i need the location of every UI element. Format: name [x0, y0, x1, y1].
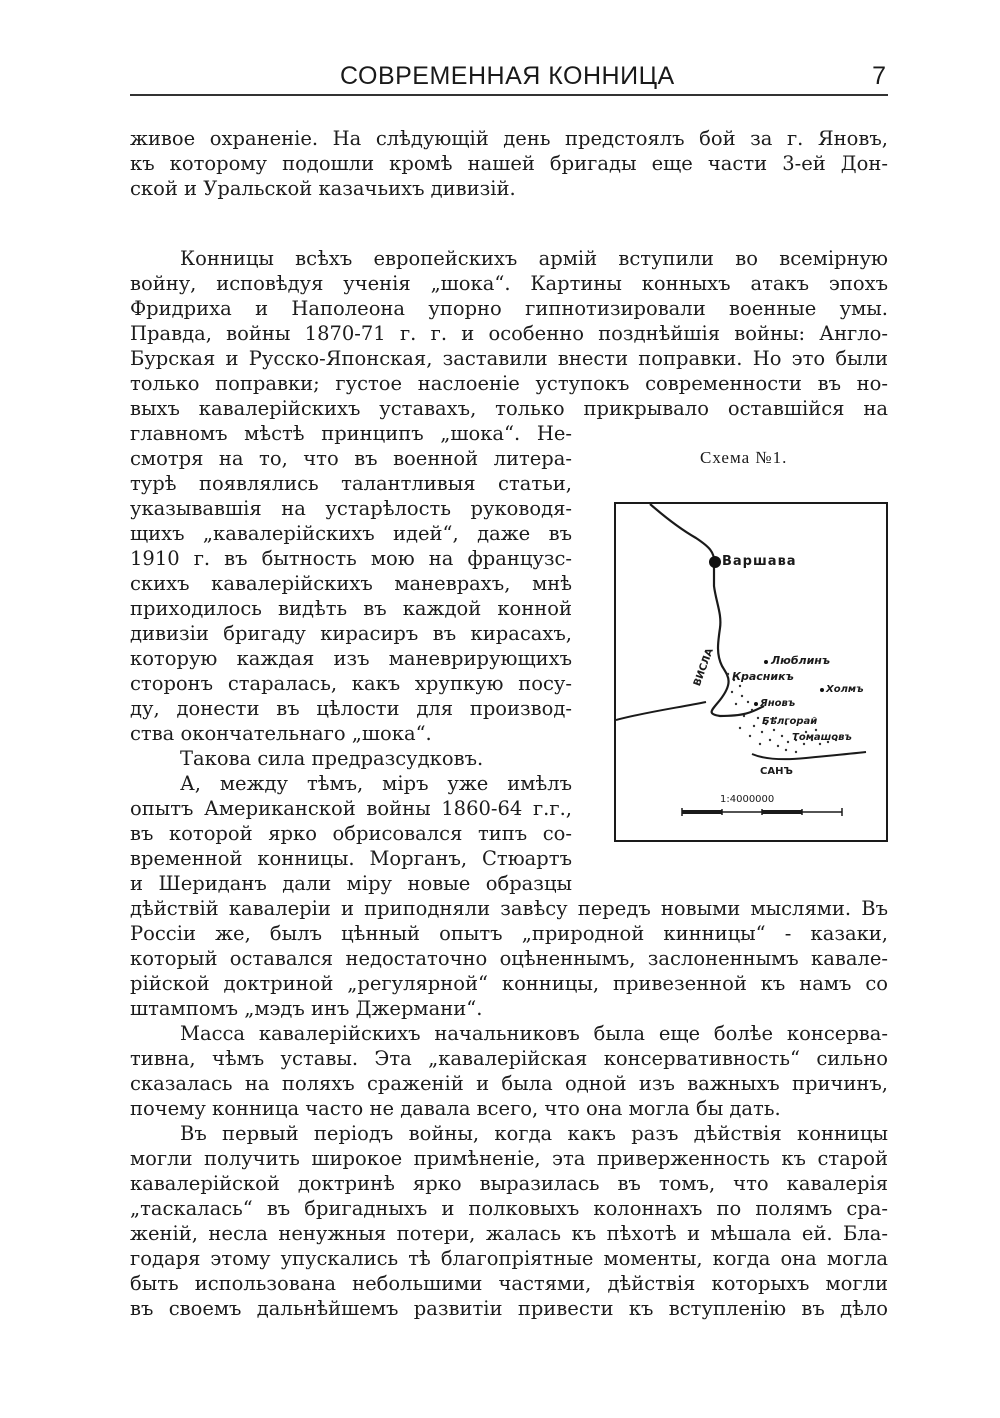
warsaw-marker: [709, 556, 721, 568]
text-line: опытъ Американской войны 1860-64 г.г.,: [130, 797, 572, 820]
text-line: Фридриха и Наполеона упорно гипнотизировали военные умы.: [130, 297, 888, 320]
text-line: кавалерійской доктринѣ ярко выразилась въ томъ, что кавалерія: [130, 1172, 888, 1195]
text-line: „таскалась“ въ бригадныхъ и полковыхъ колоннахъ по полямъ сра-: [130, 1197, 888, 1220]
page-header: [130, 62, 888, 98]
text-line: ской и Уральской казачьихъ дивизій.: [130, 177, 516, 200]
text-line: указывавшія на устарѣлость руководя-: [130, 497, 572, 520]
map-label-yanov: Яновъ: [760, 698, 796, 709]
text-line: выхъ кавалерійскихъ уставахъ, только прикрывало оставшійся на: [130, 397, 888, 420]
text-line: сказалась на поляхъ сраженій и была одной изъ важныхъ причинъ,: [130, 1072, 888, 1095]
text-line: штампомъ „мэдъ инъ Джермани“.: [130, 997, 483, 1020]
text-line: турѣ появлялись талантливыя статьи,: [130, 472, 572, 495]
text-line: скихъ кавалерійскихъ маневрахъ, мнѣ: [130, 572, 572, 595]
text-line: А, между тѣмъ, міръ уже имѣлъ: [180, 772, 572, 795]
tributary-river: [616, 702, 706, 720]
page-number: 7: [872, 62, 886, 90]
text-line: только поправки; густое наслоеніе уступокъ современности въ но-: [130, 372, 888, 395]
text-line: сторонъ старалась, какъ хрупкую посу-: [130, 672, 572, 695]
map-scale-label: 1:4000000: [720, 794, 775, 805]
text-line: смотря на то, что въ военной литера-: [130, 447, 572, 470]
text-line: и Шериданъ дали міру новые образцы: [130, 872, 572, 895]
text-line: тивна, чѣмъ уставы. Эта „кавалерійская консервативность“ сильно: [130, 1047, 888, 1070]
text-line: Конницы всѣхъ европейскихъ армій вступили во всемірную: [180, 247, 888, 270]
text-line: Масса кавалерійскихъ начальниковъ была еще болѣе консерва-: [180, 1022, 888, 1045]
map-label-kholm: Холмъ: [826, 684, 864, 695]
text-line: годаря этому упускались тѣ благопріятные моменты, когда она могла: [130, 1247, 888, 1270]
text-line: 1910 г. въ бытность мою на французс-: [130, 547, 572, 570]
text-line: женій, несла ненужныя потери, жалась къ пѣхотѣ и мѣшала ей. Бла-: [130, 1222, 888, 1245]
text-line: Такова сила предразсудковъ.: [180, 747, 484, 770]
text-line: ду, донести въ цѣлости для производ-: [130, 697, 572, 720]
san-river: [752, 752, 866, 759]
text-line: ства окончательнаго „шока“.: [130, 722, 432, 745]
text-line: Правда, войны 1870-71 г. г. и особенно позднѣйшія войны: Англо-: [130, 322, 888, 345]
map-scheme: [614, 502, 888, 842]
text-line: щихъ „кавалерійскихъ идей“, даже въ: [130, 522, 572, 545]
map-label-vistula: ВИСЛА: [692, 646, 716, 688]
header-rule: [130, 94, 888, 96]
kholm-marker: [820, 688, 824, 692]
text-line: дивизіи бригаду кирасиръ въ кирасахъ,: [130, 622, 572, 645]
text-line: войну, исповѣдуя ученія „шока“. Картины конныхъ атакъ эпохъ: [130, 272, 888, 295]
text-line: живое охраненіе. На слѣдующій день предстоялъ бой за г. Яновъ,: [130, 127, 888, 150]
text-line: въ которой ярко обрисовался типъ со-: [130, 822, 572, 845]
yanov-marker: [754, 702, 758, 706]
text-line: Въ первый періодъ войны, когда какъ разъ дѣйствія конницы: [180, 1122, 888, 1145]
vistula-river: [650, 504, 764, 716]
running-title: СОВРЕМЕННАЯ КОННИЦА: [340, 62, 675, 90]
lublin-marker: [764, 660, 768, 664]
map-label-bilgoraj: Бѣлгорай: [762, 716, 818, 727]
map-label-warsaw: Варшава: [722, 554, 797, 569]
text-line: Россіи же, былъ цѣнный опытъ „природной кинницы“ - казаки,: [130, 922, 888, 945]
figure-caption: Схема №1.: [700, 448, 788, 467]
text-line: дѣйствій кавалеріи и приподняли завѣсу передъ новыми мыслями. Въ: [130, 897, 888, 920]
map-label-lublin: Люблинъ: [771, 654, 831, 667]
text-line: быть использована небольшими частями, дѣйствія которыхъ могли: [130, 1272, 888, 1295]
map-label-krasnik: Красникъ: [732, 670, 794, 683]
text-line: временной конницы. Морганъ, Стюартъ: [130, 847, 572, 870]
text-line: рійской доктриной „регулярной“ конницы, привезенной къ намъ со: [130, 972, 888, 995]
text-line: который оставался недостаточно оцѣненнымъ, заслоненнымъ кавале-: [130, 947, 888, 970]
text-line: которую каждая изъ маневрирующихъ: [130, 647, 572, 670]
text-line: могли получить широкое примѣненіе, эта приверженность къ старой: [130, 1147, 888, 1170]
text-line: Бурская и Русско-Японская, заставили внести поправки. Но это были: [130, 347, 888, 370]
text-line: къ которому подошли кромѣ нашей бригады еще части 3-ей Дон-: [130, 152, 888, 175]
scale-bar: [682, 808, 842, 816]
text-line: въ своемъ дальнѣйшемъ развитіи привести къ вступленію въ дѣло: [130, 1297, 888, 1320]
text-line: приходилось видѣть въ каждой конной: [130, 597, 572, 620]
text-line: главномъ мѣстѣ принципъ „шока“. Не-: [130, 422, 572, 445]
map-label-tomashov: Томашовъ: [792, 732, 852, 743]
map-label-san: САНЪ: [760, 766, 793, 777]
text-line: почему конница часто не давала всего, что она могла бы дать.: [130, 1097, 781, 1120]
